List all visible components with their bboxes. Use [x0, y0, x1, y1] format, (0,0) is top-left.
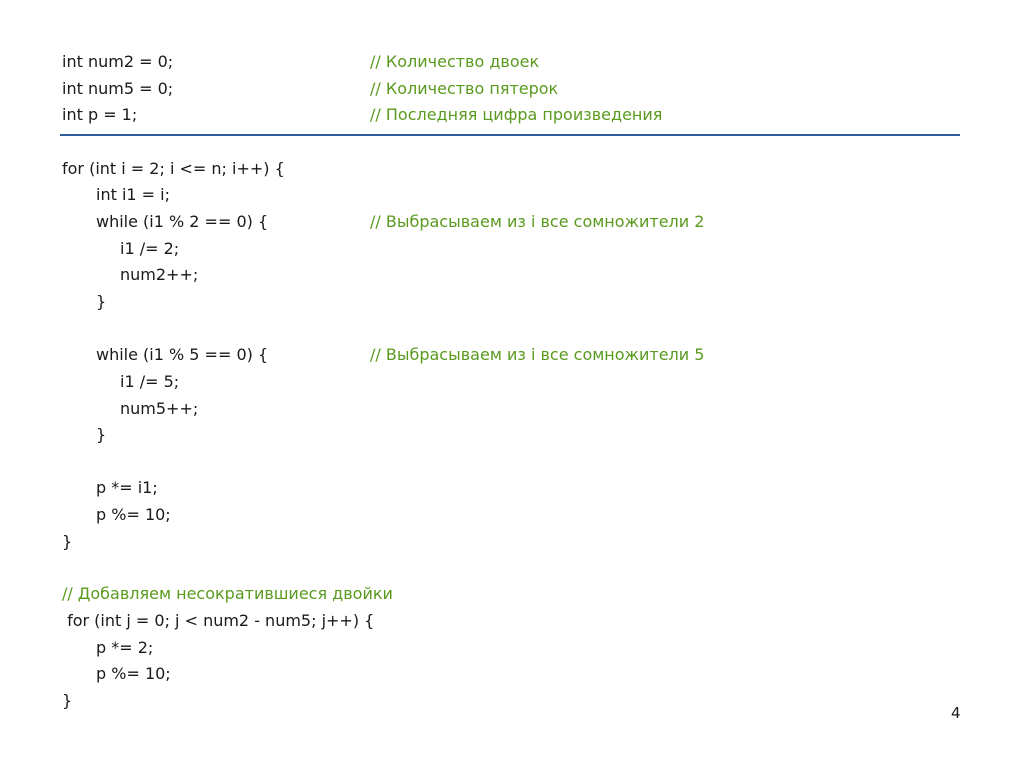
code-text: }: [62, 532, 73, 551]
separator-rule: [60, 134, 960, 136]
code-text: while (i1 % 5 == 0) {: [96, 345, 269, 364]
code-text: for (int j = 0; j < num2 - num5; j++) {: [62, 611, 375, 630]
code-line-while5-body2: [0, 396, 199, 422]
code-line-for-header: [0, 156, 285, 182]
page-number: 4: [951, 704, 961, 722]
code-text: p %= 10;: [96, 505, 171, 524]
code-line-num5: [0, 76, 559, 102]
code-text: int num5 = 0;: [62, 79, 174, 98]
code-line-while5-body1: [0, 369, 180, 395]
code-comment: // Добавляем несократившиеся двойки: [62, 584, 393, 603]
code-line-while5-header: [0, 342, 705, 368]
code-text: p *= 2;: [96, 638, 154, 657]
code-line-while2-header: [0, 209, 705, 235]
code-text: p %= 10;: [96, 664, 171, 683]
code-line-tail-close: [0, 688, 73, 714]
code-line-mult-i1: [0, 475, 158, 501]
code-comment: // Последняя цифра произведения: [370, 105, 663, 124]
code-line-while5-close: [0, 422, 107, 448]
code-text: }: [96, 292, 107, 311]
code-line-tail-mult: [0, 635, 154, 661]
code-line-mod: [0, 502, 171, 528]
code-line-assign-i1: [0, 182, 170, 208]
code-line-while2-body2: [0, 262, 199, 288]
code-line-tail-for-header: [0, 608, 375, 634]
code-comment: // Количество пятерок: [370, 79, 559, 98]
code-text: num5++;: [120, 399, 199, 418]
code-line-for-close: [0, 529, 73, 555]
code-comment: // Выбрасываем из i все сомножители 5: [370, 345, 705, 364]
code-text: while (i1 % 2 == 0) {: [96, 212, 269, 231]
code-text: num2++;: [120, 265, 199, 284]
code-line-p: [0, 102, 663, 128]
code-line-while2-body1: [0, 236, 180, 262]
code-text: int num2 = 0;: [62, 52, 174, 71]
code-text: for (int i = 2; i <= n; i++) {: [62, 159, 285, 178]
code-text: }: [62, 691, 73, 710]
code-text: int i1 = i;: [96, 185, 170, 204]
code-comment: // Выбрасываем из i все сомножители 2: [370, 212, 705, 231]
code-line-while2-close: [0, 289, 107, 315]
code-text: i1 /= 2;: [120, 239, 180, 258]
code-line-tail-comment: [0, 581, 393, 607]
code-text: int p = 1;: [62, 105, 138, 124]
code-line-tail-mod: [0, 661, 171, 687]
code-comment: // Количество двоек: [370, 52, 540, 71]
code-text: }: [96, 425, 107, 444]
code-line-num2: [0, 49, 540, 75]
code-text: i1 /= 5;: [120, 372, 180, 391]
code-text: p *= i1;: [96, 478, 158, 497]
